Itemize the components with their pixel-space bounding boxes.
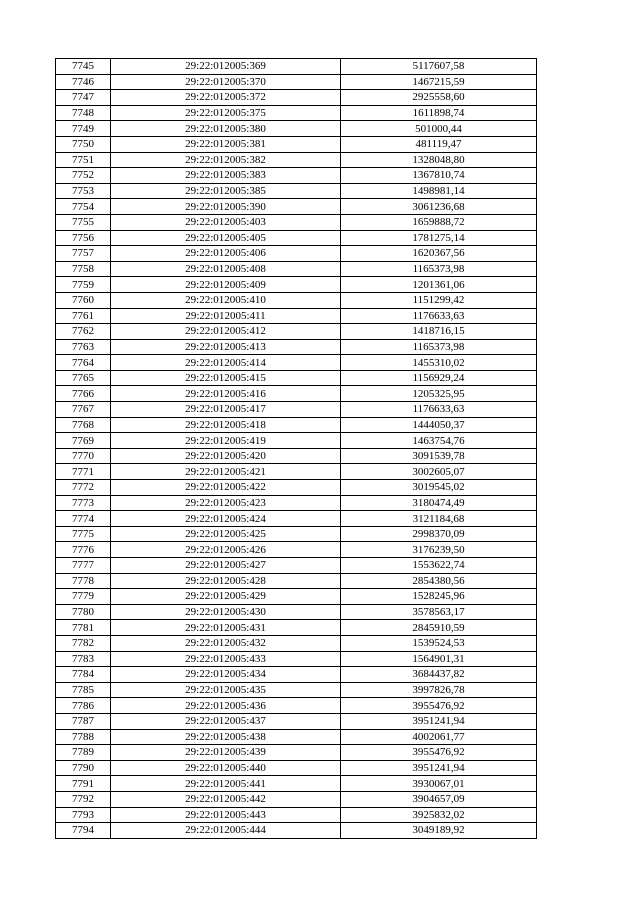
table-row: [56, 495, 537, 511]
row-number-cell: 7783: [56, 651, 111, 667]
row-number-cell: 7765: [56, 370, 111, 386]
table-row: [56, 386, 537, 402]
table-row: [56, 698, 537, 714]
row-number-cell: 7758: [56, 261, 111, 277]
cadastral-number-cell: 29:22:012005:383: [111, 168, 341, 184]
row-number-cell: 7761: [56, 308, 111, 324]
cadastral-number-cell: 29:22:012005:430: [111, 604, 341, 620]
row-number-cell: 7770: [56, 448, 111, 464]
cadastral-value-cell: 1463754,76: [341, 433, 537, 449]
table-row: [56, 620, 537, 636]
row-number-cell: 7762: [56, 324, 111, 340]
cadastral-value-cell: 3002605,07: [341, 464, 537, 480]
row-number-cell: 7779: [56, 589, 111, 605]
cadastral-value-cell: 1539524,53: [341, 635, 537, 651]
row-number-cell: 7773: [56, 495, 111, 511]
cadastral-value-cell: 5117607,58: [341, 59, 537, 75]
table-row: [56, 277, 537, 293]
cadastral-value-cell: 3997826,78: [341, 682, 537, 698]
cadastral-number-cell: 29:22:012005:375: [111, 105, 341, 121]
cadastral-value-table: [55, 58, 537, 839]
row-number-cell: 7781: [56, 620, 111, 636]
table-row: [56, 589, 537, 605]
cadastral-number-cell: 29:22:012005:372: [111, 90, 341, 106]
table-row: [56, 433, 537, 449]
row-number-cell: 7785: [56, 682, 111, 698]
cadastral-value-cell: 3955476,92: [341, 698, 537, 714]
row-number-cell: 7790: [56, 760, 111, 776]
cadastral-number-cell: 29:22:012005:370: [111, 74, 341, 90]
table-row: [56, 121, 537, 137]
cadastral-number-cell: 29:22:012005:434: [111, 667, 341, 683]
cadastral-number-cell: 29:22:012005:436: [111, 698, 341, 714]
cadastral-number-cell: 29:22:012005:416: [111, 386, 341, 402]
table-row: [56, 448, 537, 464]
table-body: [56, 59, 537, 839]
table-row: [56, 823, 537, 839]
table-row: [56, 152, 537, 168]
row-number-cell: 7792: [56, 791, 111, 807]
row-number-cell: 7786: [56, 698, 111, 714]
row-number-cell: 7750: [56, 136, 111, 152]
cadastral-value-cell: 1176633,63: [341, 308, 537, 324]
table-row: [56, 729, 537, 745]
cadastral-value-cell: 1156929,24: [341, 370, 537, 386]
cadastral-value-cell: 2998370,09: [341, 526, 537, 542]
table-row: [56, 230, 537, 246]
cadastral-number-cell: 29:22:012005:421: [111, 464, 341, 480]
table-row: [56, 90, 537, 106]
row-number-cell: 7787: [56, 713, 111, 729]
table-row: [56, 651, 537, 667]
row-number-cell: 7751: [56, 152, 111, 168]
cadastral-number-cell: 29:22:012005:409: [111, 277, 341, 293]
cadastral-value-cell: 3684437,82: [341, 667, 537, 683]
table-row: [56, 745, 537, 761]
row-number-cell: 7760: [56, 292, 111, 308]
cadastral-number-cell: 29:22:012005:439: [111, 745, 341, 761]
cadastral-number-cell: 29:22:012005:437: [111, 713, 341, 729]
cadastral-number-cell: 29:22:012005:432: [111, 635, 341, 651]
row-number-cell: 7752: [56, 168, 111, 184]
cadastral-number-cell: 29:22:012005:426: [111, 542, 341, 558]
cadastral-value-cell: 1611898,74: [341, 105, 537, 121]
cadastral-number-cell: 29:22:012005:381: [111, 136, 341, 152]
row-number-cell: 7789: [56, 745, 111, 761]
cadastral-value-cell: 3061236,68: [341, 199, 537, 215]
table-row: [56, 558, 537, 574]
table-row: [56, 417, 537, 433]
row-number-cell: 7747: [56, 90, 111, 106]
cadastral-number-cell: 29:22:012005:443: [111, 807, 341, 823]
cadastral-number-cell: 29:22:012005:405: [111, 230, 341, 246]
cadastral-value-cell: 3091539,78: [341, 448, 537, 464]
row-number-cell: 7774: [56, 511, 111, 527]
cadastral-value-cell: 481119,47: [341, 136, 537, 152]
table-row: [56, 214, 537, 230]
cadastral-number-cell: 29:22:012005:435: [111, 682, 341, 698]
row-number-cell: 7748: [56, 105, 111, 121]
row-number-cell: 7757: [56, 246, 111, 262]
cadastral-number-cell: 29:22:012005:441: [111, 776, 341, 792]
row-number-cell: 7782: [56, 635, 111, 651]
cadastral-number-cell: 29:22:012005:382: [111, 152, 341, 168]
cadastral-number-cell: 29:22:012005:415: [111, 370, 341, 386]
table-row: [56, 635, 537, 651]
cadastral-number-cell: 29:22:012005:390: [111, 199, 341, 215]
cadastral-number-cell: 29:22:012005:412: [111, 324, 341, 340]
table-row: [56, 807, 537, 823]
cadastral-value-cell: 3019545,02: [341, 480, 537, 496]
cadastral-value-cell: 1781275,14: [341, 230, 537, 246]
table-row: [56, 542, 537, 558]
row-number-cell: 7778: [56, 573, 111, 589]
row-number-cell: 7771: [56, 464, 111, 480]
table-row: [56, 246, 537, 262]
cadastral-value-cell: 1528245,96: [341, 589, 537, 605]
cadastral-number-cell: 29:22:012005:425: [111, 526, 341, 542]
cadastral-value-cell: 2845910,59: [341, 620, 537, 636]
row-number-cell: 7745: [56, 59, 111, 75]
row-number-cell: 7772: [56, 480, 111, 496]
cadastral-number-cell: 29:22:012005:413: [111, 339, 341, 355]
row-number-cell: 7793: [56, 807, 111, 823]
cadastral-value-cell: 1205325,95: [341, 386, 537, 402]
cadastral-number-cell: 29:22:012005:438: [111, 729, 341, 745]
table-row: [56, 136, 537, 152]
table-row: [56, 370, 537, 386]
cadastral-number-cell: 29:22:012005:422: [111, 480, 341, 496]
row-number-cell: 7788: [56, 729, 111, 745]
cadastral-value-cell: 2854380,56: [341, 573, 537, 589]
cadastral-number-cell: 29:22:012005:428: [111, 573, 341, 589]
cadastral-value-cell: 1151299,42: [341, 292, 537, 308]
cadastral-value-cell: 1455310,02: [341, 355, 537, 371]
row-number-cell: 7753: [56, 183, 111, 199]
cadastral-value-cell: 1165373,98: [341, 261, 537, 277]
table-row: [56, 526, 537, 542]
cadastral-value-cell: 3578563,17: [341, 604, 537, 620]
table-row: [56, 776, 537, 792]
cadastral-value-cell: 3904657,09: [341, 791, 537, 807]
cadastral-number-cell: 29:22:012005:403: [111, 214, 341, 230]
cadastral-number-cell: 29:22:012005:423: [111, 495, 341, 511]
cadastral-number-cell: 29:22:012005:414: [111, 355, 341, 371]
table-row: [56, 402, 537, 418]
cadastral-number-cell: 29:22:012005:417: [111, 402, 341, 418]
row-number-cell: 7759: [56, 277, 111, 293]
cadastral-value-cell: 1620367,56: [341, 246, 537, 262]
table-row: [56, 760, 537, 776]
row-number-cell: 7766: [56, 386, 111, 402]
cadastral-value-cell: 3121184,68: [341, 511, 537, 527]
table-row: [56, 682, 537, 698]
table-row: [56, 355, 537, 371]
cadastral-number-cell: 29:22:012005:408: [111, 261, 341, 277]
cadastral-value-cell: 3951241,94: [341, 713, 537, 729]
cadastral-number-cell: 29:22:012005:427: [111, 558, 341, 574]
row-number-cell: 7767: [56, 402, 111, 418]
row-number-cell: 7768: [56, 417, 111, 433]
cadastral-value-cell: 3925832,02: [341, 807, 537, 823]
cadastral-value-cell: 1176633,63: [341, 402, 537, 418]
table-row: [56, 480, 537, 496]
cadastral-value-cell: 1165373,98: [341, 339, 537, 355]
cadastral-value-cell: 1467215,59: [341, 74, 537, 90]
cadastral-number-cell: 29:22:012005:411: [111, 308, 341, 324]
cadastral-number-cell: 29:22:012005:385: [111, 183, 341, 199]
cadastral-value-cell: 1659888,72: [341, 214, 537, 230]
cadastral-value-cell: 1367810,74: [341, 168, 537, 184]
cadastral-value-cell: 3955476,92: [341, 745, 537, 761]
cadastral-value-cell: 1553622,74: [341, 558, 537, 574]
table-row: [56, 199, 537, 215]
cadastral-value-cell: 1444050,37: [341, 417, 537, 433]
cadastral-value-cell: 3049189,92: [341, 823, 537, 839]
row-number-cell: 7791: [56, 776, 111, 792]
cadastral-number-cell: 29:22:012005:431: [111, 620, 341, 636]
cadastral-number-cell: 29:22:012005:433: [111, 651, 341, 667]
cadastral-value-cell: 1201361,06: [341, 277, 537, 293]
table-row: [56, 292, 537, 308]
cadastral-number-cell: 29:22:012005:424: [111, 511, 341, 527]
row-number-cell: 7749: [56, 121, 111, 137]
cadastral-number-cell: 29:22:012005:380: [111, 121, 341, 137]
table-row: [56, 308, 537, 324]
row-number-cell: 7756: [56, 230, 111, 246]
table-row: [56, 59, 537, 75]
table-row: [56, 604, 537, 620]
row-number-cell: 7755: [56, 214, 111, 230]
table-row: [56, 339, 537, 355]
cadastral-number-cell: 29:22:012005:410: [111, 292, 341, 308]
row-number-cell: 7784: [56, 667, 111, 683]
row-number-cell: 7763: [56, 339, 111, 355]
row-number-cell: 7764: [56, 355, 111, 371]
row-number-cell: 7746: [56, 74, 111, 90]
row-number-cell: 7754: [56, 199, 111, 215]
cadastral-number-cell: 29:22:012005:419: [111, 433, 341, 449]
cadastral-value-cell: 1418716,15: [341, 324, 537, 340]
row-number-cell: 7777: [56, 558, 111, 574]
cadastral-value-cell: 3930067,01: [341, 776, 537, 792]
table-row: [56, 791, 537, 807]
cadastral-number-cell: 29:22:012005:429: [111, 589, 341, 605]
row-number-cell: 7780: [56, 604, 111, 620]
table-row: [56, 573, 537, 589]
table-row: [56, 511, 537, 527]
cadastral-value-cell: 3176239,50: [341, 542, 537, 558]
cadastral-value-cell: 3951241,94: [341, 760, 537, 776]
cadastral-value-cell: 1498981,14: [341, 183, 537, 199]
table-row: [56, 261, 537, 277]
cadastral-value-cell: 2925558,60: [341, 90, 537, 106]
table-row: [56, 713, 537, 729]
cadastral-number-cell: 29:22:012005:442: [111, 791, 341, 807]
table-row: [56, 183, 537, 199]
table-row: [56, 168, 537, 184]
table-row: [56, 667, 537, 683]
row-number-cell: 7776: [56, 542, 111, 558]
cadastral-number-cell: 29:22:012005:440: [111, 760, 341, 776]
table-row: [56, 74, 537, 90]
cadastral-number-cell: 29:22:012005:418: [111, 417, 341, 433]
cadastral-value-cell: 3180474,49: [341, 495, 537, 511]
cadastral-value-cell: 1328048,80: [341, 152, 537, 168]
cadastral-number-cell: 29:22:012005:369: [111, 59, 341, 75]
cadastral-value-cell: 501000,44: [341, 121, 537, 137]
cadastral-value-cell: 1564901,31: [341, 651, 537, 667]
cadastral-number-cell: 29:22:012005:444: [111, 823, 341, 839]
cadastral-value-cell: 4002061,77: [341, 729, 537, 745]
cadastral-number-cell: 29:22:012005:406: [111, 246, 341, 262]
row-number-cell: 7775: [56, 526, 111, 542]
cadastral-number-cell: 29:22:012005:420: [111, 448, 341, 464]
row-number-cell: 7794: [56, 823, 111, 839]
row-number-cell: 7769: [56, 433, 111, 449]
table-row: [56, 324, 537, 340]
table-row: [56, 464, 537, 480]
table-row: [56, 105, 537, 121]
